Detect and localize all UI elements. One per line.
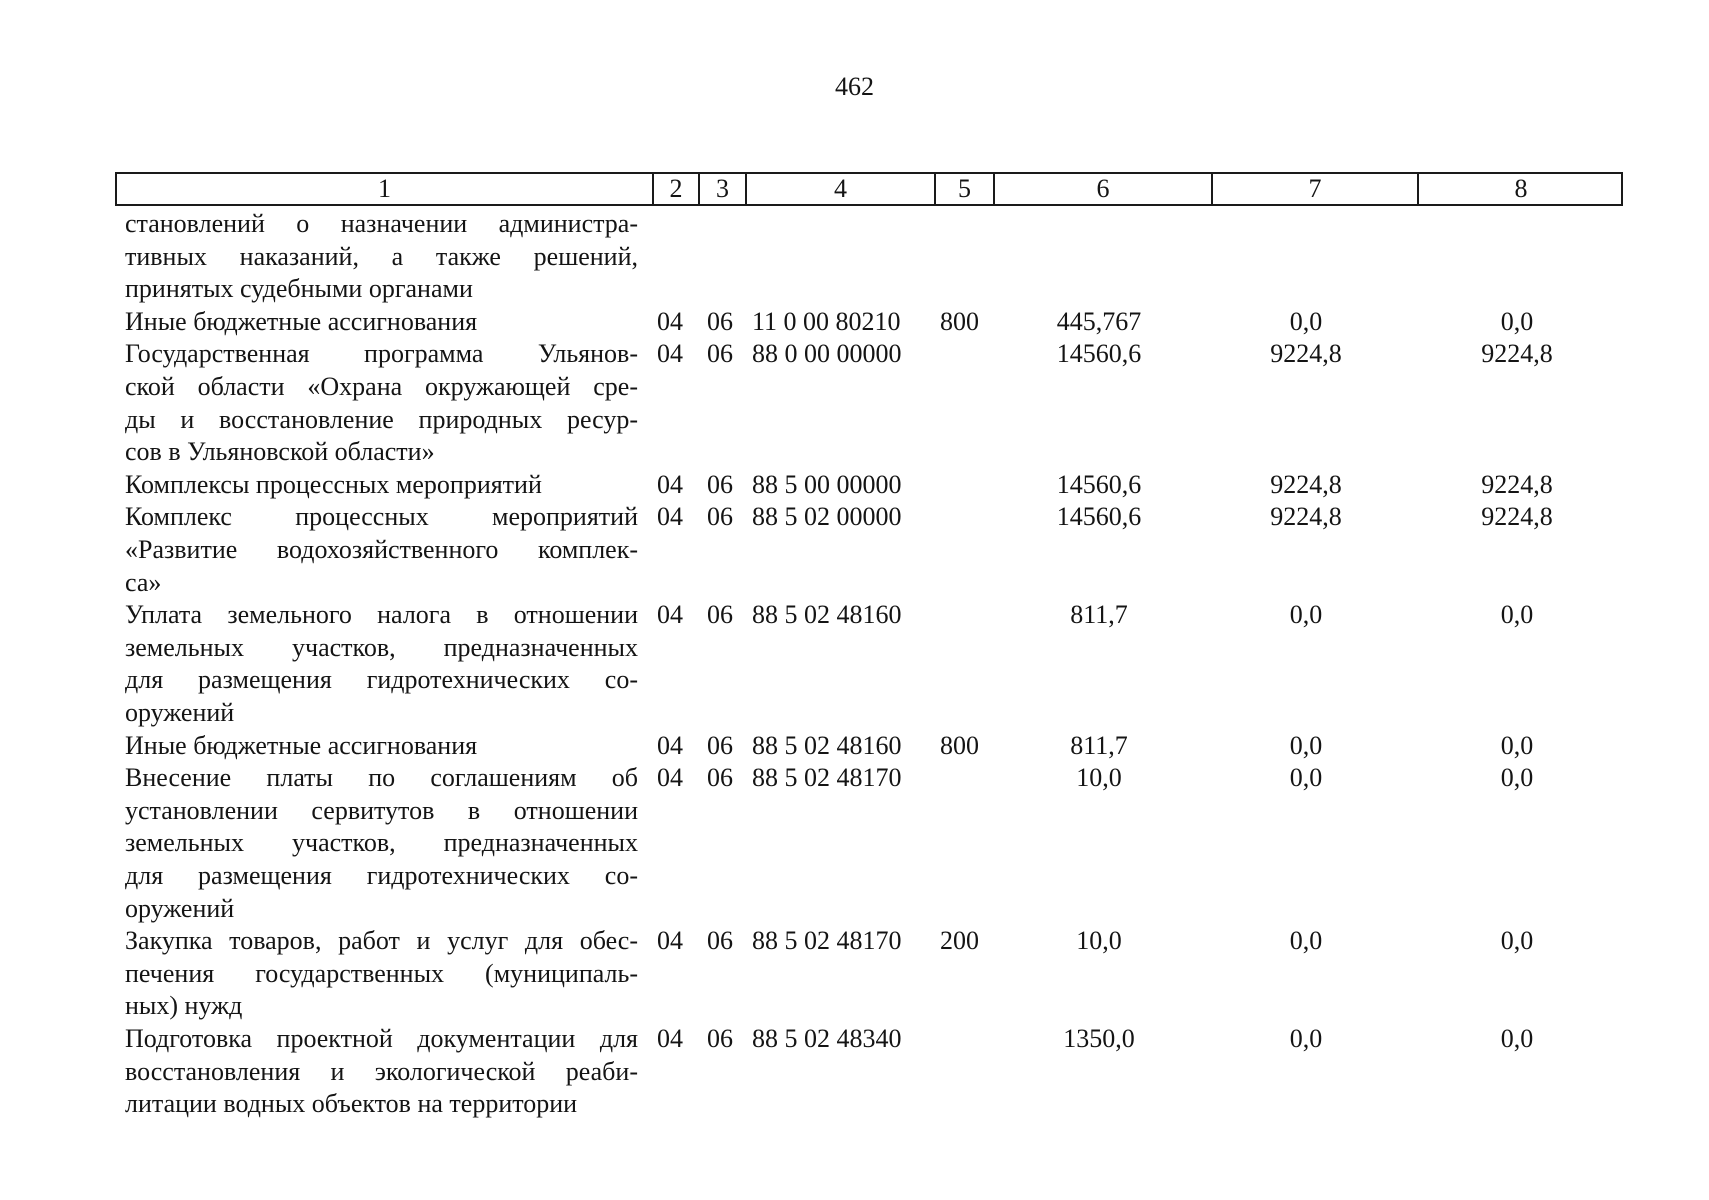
row-name-line: Комплекс процессных мероприятий — [125, 502, 638, 532]
row-col-2: 04 — [657, 469, 683, 499]
row-name-line: ды и восстановление природных ресур- — [125, 404, 638, 434]
row-col-2: 04 — [657, 763, 683, 793]
row-col-3: 06 — [707, 730, 733, 760]
row-name-line: «Развитие водохозяйственного комплек- — [125, 534, 638, 564]
row-col-7: 0,0 — [1289, 926, 1323, 956]
row-name-line: тивных наказаний, а также решений, — [125, 241, 638, 271]
header-col-3: 3 — [700, 174, 747, 204]
row-col-7: 0,0 — [1289, 763, 1323, 793]
row-name-line: ской области «Охрана окружающей сре- — [125, 371, 638, 401]
row-col-8: 9224,8 — [1481, 469, 1553, 499]
row-col-8: 0,0 — [1500, 763, 1534, 793]
row-col-2: 04 — [657, 502, 683, 532]
row-name — [125, 1023, 638, 1121]
row-name — [125, 208, 638, 306]
row-col-6: 445,767 — [1056, 306, 1142, 336]
row-col-8: 0,0 — [1500, 926, 1534, 956]
row-col-6: 14560,6 — [1056, 469, 1142, 499]
row-col-6: 811,7 — [1070, 730, 1128, 760]
row-col-7: 9224,8 — [1270, 339, 1342, 369]
row-col-6: 10,0 — [1076, 763, 1122, 793]
row-col-3: 06 — [707, 1024, 733, 1053]
row-name-line: ных) нужд — [125, 991, 243, 1021]
header-col-4: 4 — [747, 174, 936, 204]
header-col-2: 2 — [654, 174, 700, 204]
row-name-line: земельных участков, предназначенных — [125, 828, 638, 858]
row-col-8: 9224,8 — [1481, 502, 1553, 532]
row-col-6: 14560,6 — [1056, 502, 1142, 532]
row-name-line: оружений — [125, 893, 235, 923]
row-name-line: восстановления и экологической реаби- — [125, 1056, 638, 1086]
row-name-line: сов в Ульяновской области» — [125, 437, 435, 467]
row-col-4: 88 5 02 48160 — [752, 730, 902, 760]
row-name-line: оружений — [125, 697, 235, 727]
row-name-line: Внесение платы по соглашениям об — [125, 763, 638, 793]
row-name — [125, 501, 638, 599]
row-name-line: Закупка товаров, работ и услуг для обес- — [125, 926, 638, 956]
row-col-8: 9224,8 — [1481, 339, 1553, 369]
row-col-8: 0,0 — [1500, 600, 1534, 630]
row-col-6: 14560,6 — [1056, 339, 1142, 369]
row-col-3: 06 — [707, 926, 733, 956]
row-col-2: 04 — [657, 1024, 683, 1053]
row-col-6: 811,7 — [1070, 600, 1128, 630]
row-name — [125, 599, 638, 729]
row-col-8: 0,0 — [1500, 1024, 1534, 1053]
row-col-6: 1350,0 — [1063, 1024, 1135, 1053]
header-col-5: 5 — [936, 174, 995, 204]
row-col-2: 04 — [657, 600, 683, 630]
row-name — [125, 730, 638, 763]
row-name — [125, 925, 638, 1023]
row-col-6: 10,0 — [1076, 926, 1122, 956]
row-name-line: Государственная программа Ульянов- — [125, 339, 638, 369]
row-name — [125, 762, 638, 925]
row-name — [125, 469, 638, 502]
row-name-line: для размещения гидротехнических со- — [125, 860, 638, 890]
row-name-line: Иные бюджетные ассигнования — [125, 306, 478, 336]
row-col-5: 800 — [940, 730, 979, 760]
row-col-4: 88 5 02 48170 — [752, 763, 902, 793]
row-name-line: Подготовка проектной документации для — [125, 1024, 638, 1053]
row-col-7: 0,0 — [1289, 730, 1323, 760]
row-name — [125, 306, 638, 339]
row-name-line: для размещения гидротехнических со- — [125, 665, 638, 695]
page-number: 462 — [835, 72, 874, 101]
header-col-7: 7 — [1213, 174, 1419, 204]
row-name-line: Иные бюджетные ассигнования — [125, 730, 478, 760]
row-col-4: 88 5 02 00000 — [752, 502, 902, 532]
header-col-1: 1 — [117, 174, 654, 204]
row-col-7: 0,0 — [1289, 600, 1323, 630]
row-name-line: Уплата земельного налога в отношении — [125, 600, 638, 630]
row-name-line: литации водных объектов на территории — [125, 1089, 578, 1119]
header-col-6: 6 — [995, 174, 1213, 204]
row-col-2: 04 — [657, 306, 683, 336]
row-col-3: 06 — [707, 306, 733, 336]
row-name — [125, 338, 638, 468]
row-col-2: 04 — [657, 926, 683, 956]
row-col-4: 88 5 00 00000 — [752, 469, 902, 499]
row-col-3: 06 — [707, 469, 733, 499]
row-col-2: 04 — [657, 730, 683, 760]
row-col-4: 88 0 00 00000 — [752, 339, 902, 369]
row-col-4: 11 0 00 80210 — [752, 306, 901, 336]
row-col-4: 88 5 02 48340 — [752, 1024, 902, 1053]
row-col-2: 04 — [657, 339, 683, 369]
row-col-7: 0,0 — [1289, 1024, 1323, 1053]
row-col-3: 06 — [707, 339, 733, 369]
row-col-7: 9224,8 — [1270, 502, 1342, 532]
row-col-7: 9224,8 — [1270, 469, 1342, 499]
row-col-4: 88 5 02 48170 — [752, 926, 902, 956]
row-name-line: Комплексы процессных мероприятий — [125, 469, 542, 499]
row-col-4: 88 5 02 48160 — [752, 600, 902, 630]
row-name-line: становлений о назначении администра- — [125, 209, 638, 238]
header-col-8: 8 — [1514, 174, 1528, 203]
row-col-3: 06 — [707, 502, 733, 532]
row-name-line: земельных участков, предназначенных — [125, 632, 638, 662]
row-col-8: 0,0 — [1500, 306, 1534, 336]
row-name-line: установлении сервитутов в отношении — [125, 795, 638, 825]
row-col-5: 800 — [940, 306, 979, 336]
row-name-line: печения государственных (муниципаль- — [125, 958, 638, 988]
row-name-line: принятых судебными органами — [125, 274, 473, 304]
row-col-8: 0,0 — [1500, 730, 1534, 760]
row-col-3: 06 — [707, 600, 733, 630]
row-name-line: са» — [125, 567, 162, 597]
row-col-7: 0,0 — [1289, 306, 1323, 336]
row-col-3: 06 — [707, 763, 733, 793]
row-col-5: 200 — [940, 926, 979, 956]
